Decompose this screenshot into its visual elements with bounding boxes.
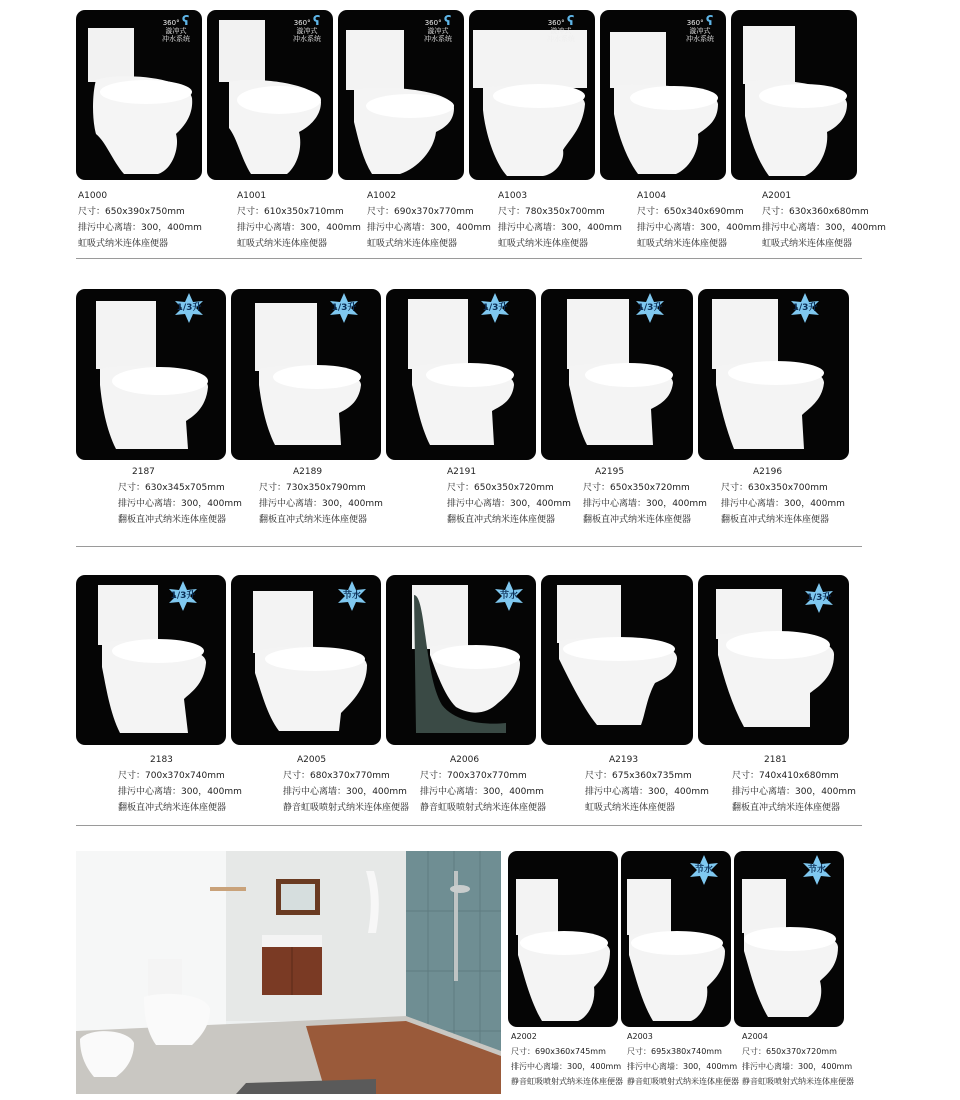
size-spec: 尺寸：650x340x690mm [637, 207, 744, 217]
model-number: A2003 [627, 1032, 653, 1041]
drain-spec: 排污中心离墙：300，400mm [627, 1062, 738, 1071]
size-spec: 尺寸：690x370x770mm [367, 207, 474, 217]
water-saving-badge: 1/3升 [480, 293, 510, 323]
product-card-a2005[interactable] [231, 575, 381, 745]
water-saving-badge: 1/3升 [804, 583, 834, 613]
product-info [583, 464, 707, 528]
product-info [585, 752, 709, 816]
product-info [259, 464, 383, 528]
drain-spec: 排污中心离墙：300，400mm [583, 499, 707, 509]
badge-360: 360° ʕ 漩冲式 冲水系统 [424, 14, 452, 43]
drain-spec: 排污中心离墙：300，400mm [721, 499, 845, 509]
badge-360: 360° ʕ 漩冲式 冲水系统 [162, 14, 190, 43]
size-spec: 尺寸：675x360x735mm [585, 771, 692, 781]
water-saving-badge: 1/3升 [174, 293, 204, 323]
badge-360: 360° ʕ 漩冲式 冲水系统 [293, 14, 321, 43]
water-saving-badge: 节水 [689, 855, 719, 885]
toilet-image [541, 575, 693, 745]
water-saving-badge: 节水 [802, 855, 832, 885]
product-card-a2002[interactable] [508, 851, 618, 1027]
product-card-a2189[interactable] [231, 289, 381, 460]
model-number: 2183 [150, 755, 173, 765]
product-info [447, 464, 571, 528]
drain-spec: 排污中心离墙：300，400mm [585, 787, 709, 797]
drain-spec: 排污中心离墙：300，400mm [447, 499, 571, 509]
description: 虹吸式纳米连体座便器 [762, 239, 853, 249]
description: 静音虹吸喷射式纳米连体座便器 [511, 1077, 623, 1086]
description: 虹吸式纳米连体座便器 [237, 239, 328, 249]
product-card-a1003[interactable] [469, 10, 595, 180]
drain-spec: 排污中心离墙：300，400mm [762, 223, 886, 233]
size-spec: 尺寸：680x370x770mm [283, 771, 390, 781]
model-number: A2189 [293, 467, 323, 477]
product-card-a2196[interactable] [698, 289, 849, 460]
model-number: A1003 [498, 191, 528, 201]
water-saving-badge: 1/3升 [329, 293, 359, 323]
description: 虹吸式纳米连体座便器 [367, 239, 458, 249]
size-spec: 尺寸：740x410x680mm [732, 771, 839, 781]
toilet-image [731, 10, 857, 180]
size-spec: 尺寸：650x350x720mm [583, 483, 690, 493]
description: 静音虹吸喷射式纳米连体座便器 [283, 803, 410, 813]
drain-spec: 排污中心离墙：300，400mm [420, 787, 544, 797]
model-number: A2006 [450, 755, 480, 765]
bathroom-illustration [76, 851, 501, 1094]
description: 翻板直冲式纳米连体座便器 [583, 515, 692, 525]
product-card-2187[interactable] [76, 289, 226, 460]
product-info [78, 188, 202, 252]
size-spec: 尺寸：650x370x720mm [742, 1047, 837, 1056]
product-card-a2004[interactable] [734, 851, 844, 1027]
size-spec: 尺寸：780x350x700mm [498, 207, 605, 217]
size-spec: 尺寸：630x360x680mm [762, 207, 869, 217]
drain-spec: 排污中心离墙：300，400mm [732, 787, 856, 797]
size-spec: 尺寸：690x360x745mm [511, 1047, 606, 1056]
model-number: A2001 [762, 191, 792, 201]
product-card-a2001[interactable] [731, 10, 857, 180]
water-saving-badge: 节水 [337, 581, 367, 611]
toilet-image [76, 575, 226, 745]
description: 翻板直冲式纳米连体座便器 [259, 515, 368, 525]
model-number: A1004 [637, 191, 667, 201]
toilet-image [541, 289, 693, 460]
size-spec: 尺寸：630x345x705mm [118, 483, 225, 493]
product-info [627, 1029, 739, 1089]
divider [76, 546, 862, 547]
drain-spec: 排污中心离墙：300，400mm [237, 223, 361, 233]
drain-spec: 排污中心离墙：300，400mm [259, 499, 383, 509]
product-info [511, 1029, 623, 1089]
description: 翻板直冲式纳米连体座便器 [118, 803, 227, 813]
product-card-a1004[interactable] [600, 10, 726, 180]
product-card-2181[interactable] [698, 575, 849, 745]
description: 翻板直冲式纳米连体座便器 [447, 515, 556, 525]
product-card-a2003[interactable] [621, 851, 731, 1027]
product-info [283, 752, 409, 816]
product-card-2183[interactable] [76, 575, 226, 745]
product-info [762, 188, 886, 252]
size-spec: 尺寸：700x370x770mm [420, 771, 527, 781]
product-info [498, 188, 622, 252]
product-info [732, 752, 856, 816]
description: 虹吸式纳米连体座便器 [637, 239, 728, 249]
drain-spec: 排污中心离墙：300，400mm [498, 223, 622, 233]
description: 静音虹吸喷射式纳米连体座便器 [627, 1077, 739, 1086]
model-number: A1002 [367, 191, 397, 201]
model-number: A2191 [447, 467, 477, 477]
product-card-a2195[interactable] [541, 289, 693, 460]
size-spec: 尺寸：700x370x740mm [118, 771, 225, 781]
water-saving-badge: 1/3升 [168, 581, 198, 611]
product-card-a1001[interactable] [207, 10, 333, 180]
product-info [721, 464, 845, 528]
description: 翻板直冲式纳米连体座便器 [732, 803, 841, 813]
size-spec: 尺寸：650x350x720mm [447, 483, 554, 493]
model-number: A1001 [237, 191, 267, 201]
water-saving-badge: 节水 [494, 581, 524, 611]
product-info [742, 1029, 854, 1089]
model-number: A1000 [78, 191, 108, 201]
divider [76, 258, 862, 259]
size-spec: 尺寸：730x350x790mm [259, 483, 366, 493]
model-number: A2005 [297, 755, 327, 765]
product-info [420, 752, 546, 816]
drain-spec: 排污中心离墙：300，400mm [367, 223, 491, 233]
size-spec: 尺寸：610x350x710mm [237, 207, 344, 217]
water-saving-badge: 1/3升 [790, 293, 820, 323]
description: 虹吸式纳米连体座便器 [78, 239, 169, 249]
product-info [367, 188, 491, 252]
model-number: A2193 [609, 755, 639, 765]
product-info [118, 752, 242, 816]
drain-spec: 排污中心离墙：300，400mm [118, 499, 242, 509]
description: 静音虹吸喷射式纳米连体座便器 [742, 1077, 854, 1086]
badge-360: 360° ʕ 漩冲式 冲水系统 [686, 14, 714, 43]
toilet-image [508, 851, 618, 1027]
drain-spec: 排污中心离墙：300，400mm [283, 787, 407, 797]
model-number: A2195 [595, 467, 625, 477]
description: 虹吸式纳米连体座便器 [498, 239, 589, 249]
product-card-a2193[interactable] [541, 575, 693, 745]
toilet-image [698, 289, 849, 460]
drain-spec: 排污中心离墙：300，400mm [742, 1062, 853, 1071]
product-card-a1000[interactable] [76, 10, 202, 180]
product-card-a2006[interactable] [386, 575, 536, 745]
description: 静音虹吸喷射式纳米连体座便器 [420, 803, 547, 813]
size-spec: 尺寸：650x390x750mm [78, 207, 185, 217]
water-saving-badge: 1/3升 [635, 293, 665, 323]
drain-spec: 排污中心离墙：300，400mm [78, 223, 202, 233]
size-spec: 尺寸：695x380x740mm [627, 1047, 722, 1056]
description: 翻板直冲式纳米连体座便器 [118, 515, 227, 525]
description: 虹吸式纳米连体座便器 [585, 803, 676, 813]
drain-spec: 排污中心离墙：300，400mm [637, 223, 761, 233]
product-info [237, 188, 361, 252]
product-card-a1002[interactable] [338, 10, 464, 180]
model-number: A2196 [753, 467, 783, 477]
toilet-image [386, 289, 536, 460]
model-number: 2187 [132, 467, 155, 477]
size-spec: 尺寸：630x350x700mm [721, 483, 828, 493]
product-info [637, 188, 761, 252]
model-number: 2181 [764, 755, 787, 765]
drain-spec: 排污中心离墙：300，400mm [511, 1062, 622, 1071]
bathroom-scene-photo [76, 851, 501, 1094]
drain-spec: 排污中心离墙：300，400mm [118, 787, 242, 797]
product-info [118, 464, 242, 528]
product-card-a2191[interactable] [386, 289, 536, 460]
divider [76, 825, 862, 826]
model-number: A2002 [511, 1032, 537, 1041]
badge-360: 360° ʕ 漩冲式 冲水系统 [547, 14, 575, 43]
model-number: A2004 [742, 1032, 768, 1041]
description: 翻板直冲式纳米连体座便器 [721, 515, 830, 525]
